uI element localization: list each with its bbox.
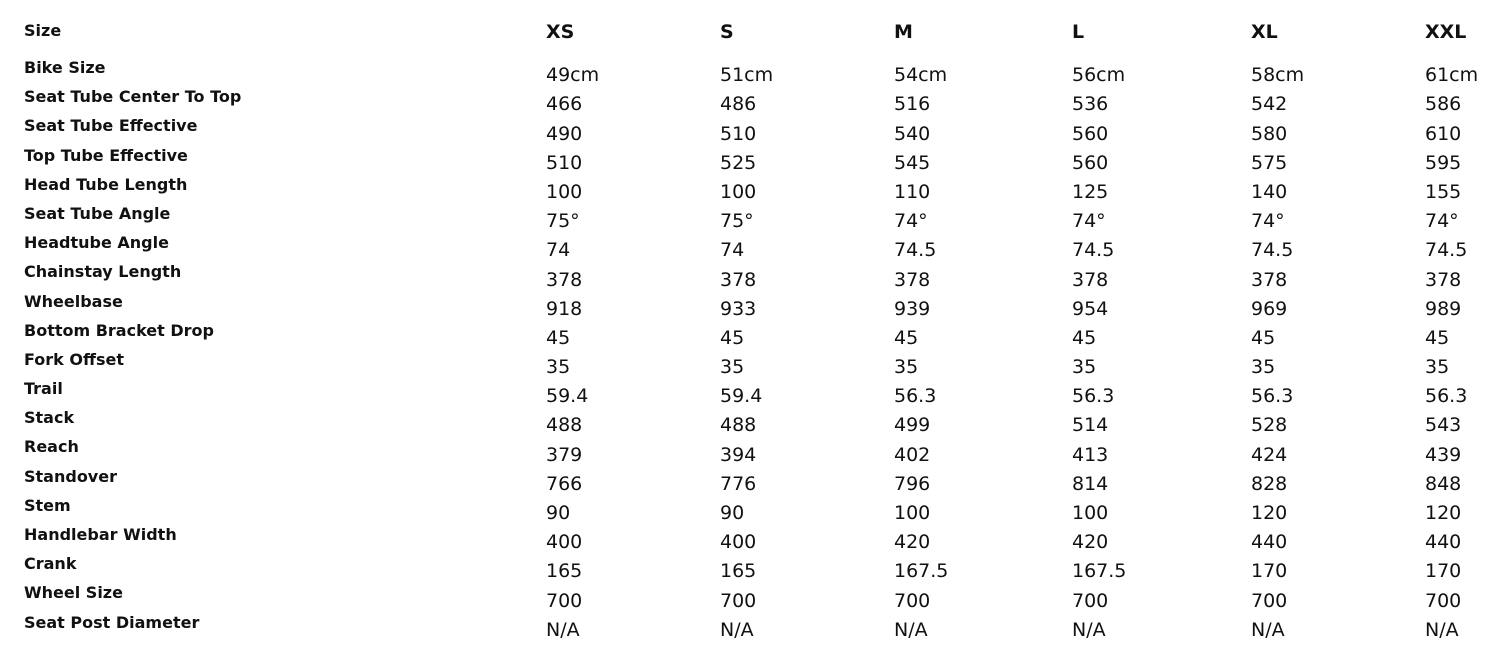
value-cell-xs: 59.4 — [546, 385, 589, 408]
value-cell-s: 90 — [720, 502, 745, 524]
value-cell-xs: 35 — [546, 356, 571, 379]
value-cell-xl: 542 — [1251, 93, 1288, 116]
row-label: Handlebar Width — [24, 525, 177, 544]
geometry-table — [24, 14, 1495, 641]
value-cell-xxl: 378 — [1425, 268, 1462, 291]
row-label: Seat Tube Center To Top — [24, 87, 242, 107]
value-cell-xxl: 848 — [1425, 472, 1462, 495]
value-cell-xs: 379 — [546, 443, 583, 466]
value-cell-m: 545 — [894, 151, 931, 174]
value-cell-l: 74° — [1072, 210, 1106, 233]
row-label: Trail — [24, 379, 63, 399]
value-cell-xxl: 45 — [1425, 326, 1450, 349]
row-label: Top Tube Effective — [24, 145, 188, 165]
value-cell-xs: 378 — [546, 268, 583, 291]
value-cell-m: 110 — [894, 180, 931, 203]
value-cell-m: 939 — [894, 297, 931, 320]
value-cell-s: 525 — [720, 151, 757, 174]
value-cell-l: 100 — [1072, 502, 1109, 524]
value-cell-l: 413 — [1072, 443, 1109, 466]
value-cell-m: 378 — [894, 268, 931, 291]
table-row — [24, 407, 1495, 436]
table-row — [24, 495, 1495, 524]
value-cell-xxl: 543 — [1425, 414, 1462, 437]
value-cell-m: 74° — [894, 210, 928, 233]
value-cell-xxl: N/A — [1425, 618, 1459, 641]
table-row — [24, 436, 1495, 465]
value-cell-m: 45 — [894, 326, 919, 349]
value-cell-m: 167.5 — [894, 560, 949, 583]
value-cell-xl: 35 — [1251, 356, 1276, 379]
row-label: Bottom Bracket Drop — [24, 320, 214, 340]
value-cell-l: 74.5 — [1072, 239, 1115, 262]
value-cell-s: 74 — [720, 239, 745, 262]
value-cell-xs: 700 — [546, 589, 583, 612]
table-row — [24, 291, 1495, 320]
size-heading-xxl: XXL — [1425, 21, 1467, 43]
value-cell-l: 45 — [1072, 326, 1097, 349]
row-label: Head Tube Length — [24, 174, 188, 194]
value-cell-xxl: 35 — [1425, 356, 1450, 379]
value-cell-xxl: 56.3 — [1425, 385, 1468, 408]
row-label: Headtube Angle — [24, 233, 169, 253]
table-row — [24, 145, 1495, 174]
value-cell-s: 35 — [720, 356, 745, 379]
value-cell-xxl: 74° — [1425, 210, 1459, 233]
size-heading-s: S — [720, 21, 734, 43]
value-cell-xl: 45 — [1251, 326, 1276, 349]
value-cell-xl: 170 — [1251, 560, 1288, 583]
value-cell-xs: 74 — [546, 239, 571, 262]
value-cell-xs: 90 — [546, 502, 571, 524]
value-cell-xl: 828 — [1251, 472, 1288, 495]
value-cell-xxl: 610 — [1425, 122, 1462, 145]
value-cell-s: 45 — [720, 326, 745, 349]
value-cell-l: 814 — [1072, 472, 1109, 495]
value-cell-l: 378 — [1072, 268, 1109, 291]
size-column-title: Size — [24, 21, 62, 40]
value-cell-s: 700 — [720, 589, 757, 612]
size-heading-xl: XL — [1251, 21, 1278, 43]
value-cell-xs: 49cm — [546, 64, 600, 87]
value-cell-xs: 45 — [546, 326, 571, 349]
row-label: Reach — [24, 437, 79, 457]
table-row — [24, 378, 1495, 407]
table-row — [24, 261, 1495, 290]
value-cell-xs: 510 — [546, 151, 583, 174]
value-cell-xl: 700 — [1251, 589, 1288, 612]
value-cell-xxl: 74.5 — [1425, 239, 1468, 262]
row-label: Chainstay Length — [24, 262, 182, 282]
value-cell-s: 51cm — [720, 64, 774, 87]
value-cell-m: 402 — [894, 443, 931, 466]
table-row — [24, 524, 1495, 553]
value-cell-xl: 58cm — [1251, 64, 1305, 87]
row-label: Seat Tube Effective — [24, 116, 198, 136]
value-cell-xl: 74.5 — [1251, 239, 1294, 262]
value-cell-s: 488 — [720, 414, 757, 437]
value-cell-s: 165 — [720, 560, 757, 583]
value-cell-m: 56.3 — [894, 385, 937, 408]
value-cell-xl: 969 — [1251, 297, 1288, 320]
value-cell-l: 514 — [1072, 414, 1109, 437]
value-cell-s: 510 — [720, 122, 757, 145]
value-cell-xs: 466 — [546, 93, 583, 116]
row-label: Wheel Size — [24, 583, 123, 603]
value-cell-l: N/A — [1072, 618, 1106, 641]
table-row — [24, 57, 1495, 86]
table-row — [24, 466, 1495, 495]
value-cell-m: 700 — [894, 589, 931, 612]
value-cell-xl: 140 — [1251, 180, 1288, 203]
value-cell-xl: 440 — [1251, 531, 1288, 554]
table-row — [24, 115, 1495, 144]
value-cell-xs: 918 — [546, 297, 583, 320]
value-cell-m: 540 — [894, 122, 931, 145]
value-cell-l: 125 — [1072, 180, 1109, 203]
value-cell-m: 74.5 — [894, 239, 937, 262]
value-cell-s: 75° — [720, 210, 754, 233]
value-cell-s: N/A — [720, 618, 754, 641]
value-cell-l: 536 — [1072, 93, 1109, 116]
value-cell-xs: 400 — [546, 531, 583, 554]
value-cell-m: 516 — [894, 93, 931, 116]
value-cell-xl: 378 — [1251, 268, 1288, 291]
value-cell-xxl: 989 — [1425, 297, 1462, 320]
value-cell-xs: 488 — [546, 414, 583, 437]
table-row — [24, 203, 1495, 232]
value-cell-xxl: 170 — [1425, 560, 1462, 583]
size-heading-l: L — [1072, 21, 1085, 43]
table-row — [24, 86, 1495, 115]
value-cell-s: 400 — [720, 531, 757, 554]
value-cell-xl: 575 — [1251, 151, 1288, 174]
value-cell-xs: 490 — [546, 122, 583, 145]
value-cell-xs: 75° — [546, 210, 580, 233]
table-row — [24, 612, 1495, 641]
value-cell-xl: 580 — [1251, 122, 1288, 145]
value-cell-xxl: 61cm — [1425, 64, 1479, 87]
value-cell-xl: 120 — [1251, 502, 1288, 524]
size-heading-xs: XS — [546, 21, 575, 43]
row-label: Bike Size — [24, 58, 106, 77]
value-cell-xxl: 595 — [1425, 151, 1462, 174]
row-label: Stack — [24, 408, 75, 428]
value-cell-m: 100 — [894, 502, 931, 524]
table-row — [24, 232, 1495, 261]
value-cell-xs: 766 — [546, 472, 583, 495]
value-cell-m: 796 — [894, 472, 931, 495]
value-cell-xxl: 439 — [1425, 443, 1462, 466]
value-cell-xl: 424 — [1251, 443, 1288, 466]
value-cell-l: 35 — [1072, 356, 1097, 379]
value-cell-xxl: 155 — [1425, 180, 1462, 203]
value-cell-s: 100 — [720, 180, 757, 203]
row-label: Standover — [24, 466, 117, 486]
value-cell-xxl: 700 — [1425, 589, 1462, 612]
geometry-table-body — [24, 57, 1495, 641]
table-row — [24, 320, 1495, 349]
value-cell-xs: N/A — [546, 618, 580, 641]
value-cell-m: 35 — [894, 356, 919, 379]
value-cell-m: 499 — [894, 414, 931, 437]
table-row — [24, 553, 1495, 582]
value-cell-s: 394 — [720, 443, 757, 466]
value-cell-l: 420 — [1072, 531, 1109, 554]
value-cell-xl: 74° — [1251, 210, 1285, 233]
value-cell-xxl: 586 — [1425, 93, 1462, 116]
value-cell-s: 933 — [720, 297, 757, 320]
value-cell-l: 167.5 — [1072, 560, 1127, 583]
row-label: Fork Offset — [24, 349, 124, 369]
value-cell-xl: N/A — [1251, 618, 1285, 641]
value-cell-m: 420 — [894, 531, 931, 554]
value-cell-l: 560 — [1072, 151, 1109, 174]
value-cell-m: N/A — [894, 618, 928, 641]
value-cell-s: 59.4 — [720, 385, 763, 408]
table-row — [24, 582, 1495, 611]
value-cell-l: 56.3 — [1072, 385, 1115, 408]
value-cell-xl: 528 — [1251, 414, 1288, 437]
value-cell-xs: 100 — [546, 180, 583, 203]
value-cell-m: 54cm — [894, 64, 948, 87]
value-cell-xxl: 440 — [1425, 531, 1462, 554]
size-header-row — [24, 14, 1495, 57]
row-label: Crank — [24, 554, 77, 574]
value-cell-l: 560 — [1072, 122, 1109, 145]
row-label: Wheelbase — [24, 291, 123, 311]
table-row — [24, 174, 1495, 203]
value-cell-s: 486 — [720, 93, 757, 116]
row-label: Seat Post Diameter — [24, 612, 200, 632]
value-cell-xxl: 120 — [1425, 502, 1462, 524]
value-cell-xs: 165 — [546, 560, 583, 583]
row-label: Seat Tube Angle — [24, 203, 171, 223]
value-cell-l: 700 — [1072, 589, 1109, 612]
value-cell-l: 954 — [1072, 297, 1109, 320]
value-cell-s: 776 — [720, 472, 757, 495]
table-row — [24, 349, 1495, 378]
value-cell-xl: 56.3 — [1251, 385, 1294, 408]
row-label: Stem — [24, 495, 71, 515]
size-heading-m: M — [894, 21, 913, 43]
value-cell-l: 56cm — [1072, 64, 1126, 87]
value-cell-s: 378 — [720, 268, 757, 291]
